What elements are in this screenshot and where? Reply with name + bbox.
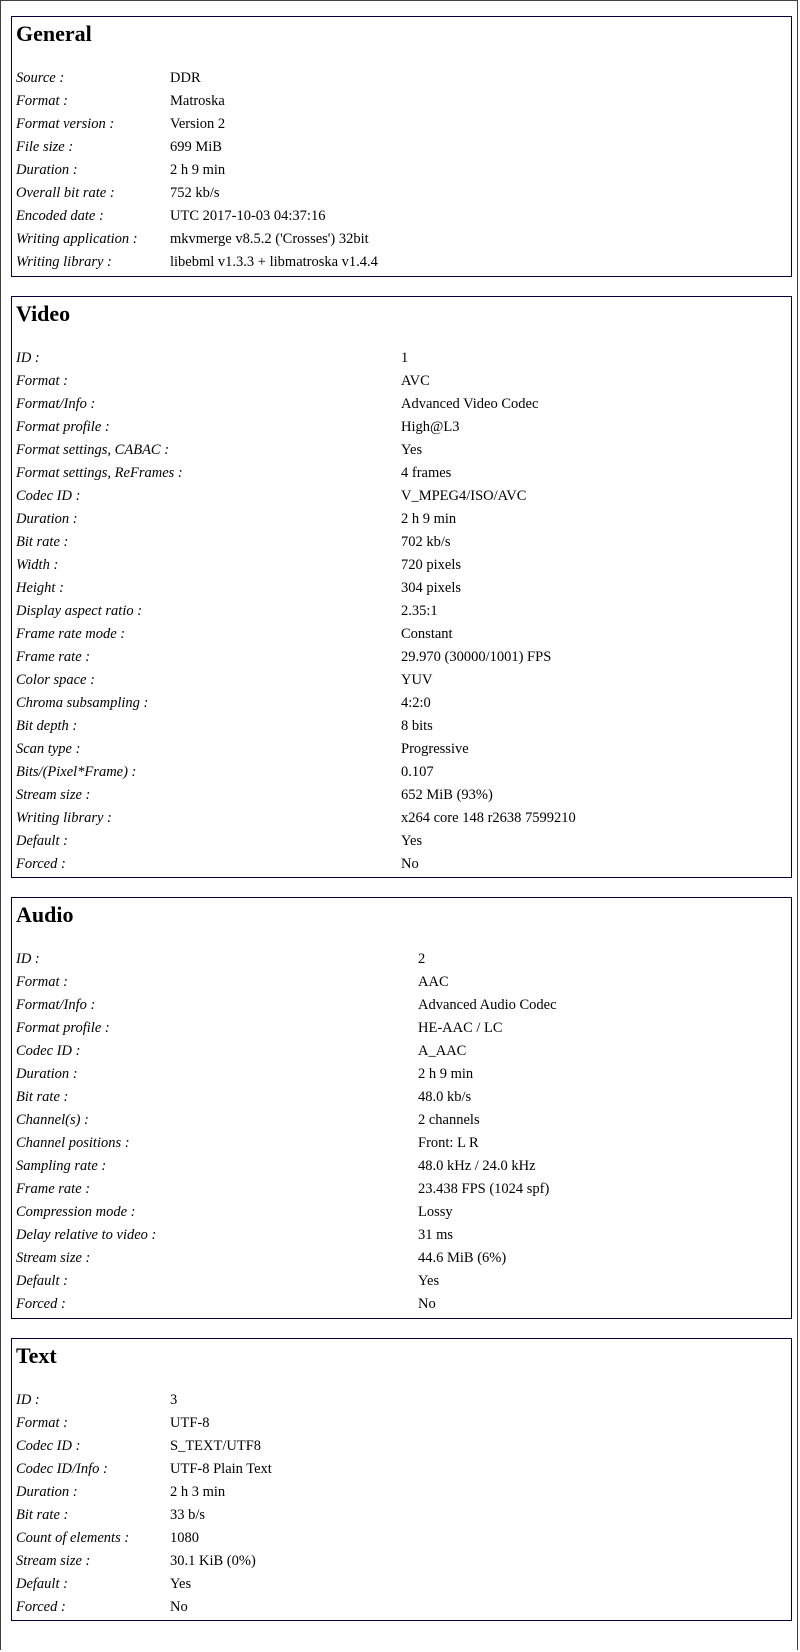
field-value: 29.970 (30000/1001) FPS [401,649,552,665]
field-value: 44.6 MiB (6%) [418,1250,507,1266]
field-value: 2 h 3 min [170,1484,226,1500]
field-value: UTF-8 [170,1415,210,1431]
text-section [11,1338,792,1621]
audio-info-row [16,1132,791,1155]
general-info-row [16,67,791,90]
text-info-row [16,1481,791,1504]
field-label: Channel(s) : [16,1112,89,1128]
field-label: Codec ID : [16,1043,81,1059]
field-label: ID : [16,951,40,967]
audio-info-row [16,1017,791,1040]
field-value: UTF-8 Plain Text [170,1461,272,1477]
video-info-row [16,600,791,623]
audio-info-row [16,1270,791,1293]
audio-info-row [16,1155,791,1178]
field-label: Overall bit rate : [16,185,115,201]
field-value: 30.1 KiB (0%) [170,1553,256,1569]
field-label: Duration : [16,511,78,527]
field-value: 1 [401,350,409,366]
field-label: Count of elements : [16,1530,130,1546]
video-info-row [16,370,791,393]
field-label: Stream size : [16,1250,91,1266]
field-value: Yes [418,1273,440,1289]
field-label: Forced : [16,1296,66,1312]
video-info-row [16,738,791,761]
field-label: Stream size : [16,787,91,803]
field-label: Duration : [16,1484,78,1500]
field-value: AAC [418,974,449,990]
video-info-row [16,669,791,692]
general-info-row [16,113,791,136]
video-info-row [16,531,791,554]
field-label: Frame rate : [16,649,91,665]
field-value: Advanced Video Codec [401,396,539,412]
text-info-row [16,1458,791,1481]
video-info-row [16,554,791,577]
field-label: ID : [16,350,40,366]
field-value: HE-AAC / LC [418,1020,503,1036]
video-info-row [16,485,791,508]
field-value: 1080 [170,1530,199,1546]
audio-info-row [16,971,791,994]
text-info-row [16,1389,791,1412]
video-title: Video [16,301,71,326]
text-title: Text [16,1343,57,1368]
field-value: 2 h 9 min [170,162,226,178]
field-label: Writing library : [16,810,112,826]
field-value: Lossy [418,1204,453,1220]
field-label: Encoded date : [16,208,104,224]
field-value: Progressive [401,741,469,757]
field-label: Writing application : [16,231,138,247]
text-info-row [16,1527,791,1550]
field-value: Front: L R [418,1135,479,1151]
video-info-row [16,830,791,853]
video-info-row [16,623,791,646]
field-value: 4:2:0 [401,695,431,711]
video-info-row [16,761,791,784]
field-label: Format/Info : [16,997,96,1013]
field-value: 652 MiB (93%) [401,787,493,803]
field-label: Sampling rate : [16,1158,107,1174]
audio-info-row [16,1109,791,1132]
field-label: Duration : [16,162,78,178]
field-value: mkvmerge v8.5.2 ('Crosses') 32bit [170,231,369,247]
audio-info-row [16,948,791,971]
general-info-row [16,136,791,159]
field-label: Writing library : [16,254,112,270]
video-section [11,296,792,878]
field-label: Default : [16,833,68,849]
field-value: libebml v1.3.3 + libmatroska v1.4.4 [170,254,378,270]
field-value: Yes [401,442,423,458]
video-info-row [16,807,791,830]
video-info-row [16,439,791,462]
general-title: General [16,21,92,46]
audio-info-row [16,1040,791,1063]
field-label: Bit rate : [16,1507,69,1523]
field-value: No [170,1599,188,1615]
field-value: S_TEXT/UTF8 [170,1438,262,1454]
field-value: YUV [401,672,433,688]
field-label: Default : [16,1273,68,1289]
field-label: Default : [16,1576,68,1592]
field-label: Frame rate mode : [16,626,126,642]
general-info-row [16,90,791,113]
video-rows [16,347,791,876]
field-label: Channel positions : [16,1135,130,1151]
field-value: Version 2 [170,116,226,132]
video-info-row [16,577,791,600]
video-info-row [16,692,791,715]
text-rows [16,1389,791,1619]
field-label: Bit rate : [16,1089,69,1105]
field-label: Format : [16,373,68,389]
field-value: 2 h 9 min [418,1066,474,1082]
text-info-row [16,1596,791,1619]
field-value: 2 [418,951,426,967]
field-value: 33 b/s [170,1507,206,1523]
field-label: Format profile : [16,1020,110,1036]
field-label: Codec ID : [16,1438,81,1454]
field-value: 2 channels [418,1112,480,1128]
text-info-row [16,1504,791,1527]
field-label: Format settings, ReFrames : [16,465,183,481]
video-info-row [16,508,791,531]
field-label: Scan type : [16,741,81,757]
text-info-row [16,1435,791,1458]
field-value: 699 MiB [170,139,222,155]
field-label: Height : [16,580,64,596]
general-section [11,16,792,277]
field-value: 8 bits [401,718,433,734]
field-value: A_AAC [418,1043,467,1059]
video-info-row [16,393,791,416]
field-label: Format version : [16,116,115,132]
general-info-row [16,182,791,205]
field-label: Stream size : [16,1553,91,1569]
field-value: DDR [170,70,201,86]
field-value: 702 kb/s [401,534,451,550]
audio-info-row [16,1063,791,1086]
video-info-row [16,462,791,485]
field-label: Source : [16,70,65,86]
general-info-row [16,228,791,251]
field-value: 720 pixels [401,557,462,573]
audio-title: Audio [16,902,74,927]
text-info-row [16,1550,791,1573]
field-value: 48.0 kHz / 24.0 kHz [418,1158,536,1174]
audio-info-row [16,1247,791,1270]
field-value: 48.0 kb/s [418,1089,472,1105]
field-value: Yes [401,833,423,849]
field-value: No [401,856,419,872]
field-label: Chroma subsampling : [16,695,149,711]
field-value: Advanced Audio Codec [418,997,557,1013]
field-label: Forced : [16,856,66,872]
field-label: Format : [16,93,68,109]
field-label: File size : [16,139,74,155]
field-label: Compression mode : [16,1204,136,1220]
field-label: Forced : [16,1599,66,1615]
field-label: Format settings, CABAC : [16,442,170,458]
video-info-row [16,853,791,876]
field-value: 2.35:1 [401,603,438,619]
field-value: Yes [170,1576,192,1592]
video-info-row [16,347,791,370]
field-value: 31 ms [418,1227,454,1243]
audio-info-row [16,1293,791,1316]
field-label: Bit depth : [16,718,78,734]
field-label: ID : [16,1392,40,1408]
field-value: 0.107 [401,764,434,780]
text-info-row [16,1412,791,1435]
field-value: 752 kb/s [170,185,220,201]
general-info-row [16,159,791,182]
field-value: Constant [401,626,453,642]
field-label: Bit rate : [16,534,69,550]
audio-info-row [16,1086,791,1109]
field-label: Format profile : [16,419,110,435]
text-info-row [16,1573,791,1596]
field-label: Codec ID : [16,488,81,504]
field-label: Frame rate : [16,1181,91,1197]
video-info-row [16,646,791,669]
field-label: Format/Info : [16,396,96,412]
field-label: Delay relative to video : [16,1227,157,1243]
audio-info-row [16,1178,791,1201]
field-value: x264 core 148 r2638 7599210 [401,810,576,826]
field-label: Format : [16,974,68,990]
field-value: Matroska [170,93,225,109]
field-label: Bits/(Pixel*Frame) : [16,764,137,780]
audio-info-row [16,1201,791,1224]
field-value: 23.438 FPS (1024 spf) [418,1181,550,1197]
audio-info-row [16,994,791,1017]
field-label: Width : [16,557,59,573]
general-info-row [16,251,791,274]
field-label: Duration : [16,1066,78,1082]
field-label: Display aspect ratio : [16,603,143,619]
field-value: 304 pixels [401,580,462,596]
audio-info-row [16,1224,791,1247]
field-value: High@L3 [401,419,460,435]
general-rows [16,67,791,274]
field-value: 2 h 9 min [401,511,457,527]
video-info-row [16,784,791,807]
field-value: 4 frames [401,465,452,481]
field-value: UTC 2017-10-03 04:37:16 [170,208,326,224]
field-label: Codec ID/Info : [16,1461,108,1477]
field-value: 3 [170,1392,178,1408]
video-info-row [16,416,791,439]
video-info-row [16,715,791,738]
field-value: No [418,1296,436,1312]
audio-rows [16,948,791,1316]
field-label: Color space : [16,672,95,688]
field-value: AVC [401,373,430,389]
audio-section [11,897,792,1319]
field-label: Format : [16,1415,68,1431]
general-info-row [16,205,791,228]
field-value: V_MPEG4/ISO/AVC [401,488,527,504]
